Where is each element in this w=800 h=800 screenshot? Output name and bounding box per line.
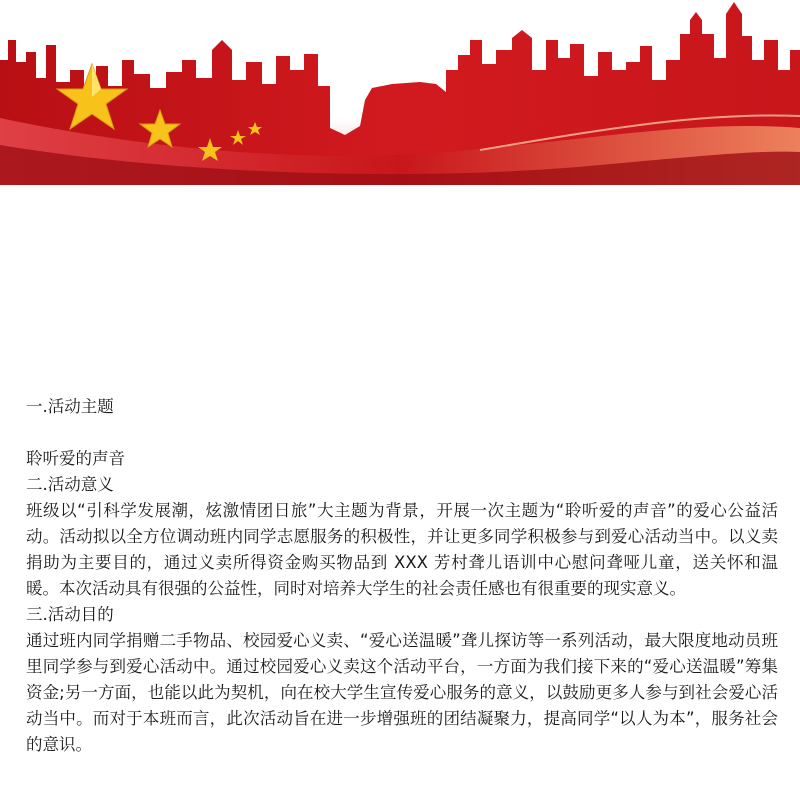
section-heading: 三.活动目的 — [26, 605, 114, 624]
paragraph: 通过班内同学捐赠二手物品、校园爱心义卖、“爱心送温暖”聋儿探访等一系列活动，最大限度地动员班里同学参与到爱心活动中。通过校园爱心义卖这个活动平台，一方面为我们接下来的“爱心送温暖”筹集资金;另一方面，也能以此为契机，向在校大学生宣传爱心服务的意义，以鼓励更多人参与到社会爱心活动当中。而对于本班而言，此次活动旨在进一步增强班的团结凝聚力，提高同学“以人为本”，服务社会的意识。 — [26, 631, 778, 754]
city-skyline — [0, 0, 800, 185]
theme-text: 聆听爱的声音 — [26, 449, 125, 468]
section-heading: 二.活动意义 — [26, 475, 114, 494]
paragraph: 班级以“引科学发展潮，炫激情团日旅”大主题为背景，开展一次主题为“聆听爱的声音”的爱心公益活动。活动拟以全方位调动班内同学志愿服务的积极性，并让更多同学积极参与到爱心活动当中。以义卖捐助为主要目的，通过义卖所得资金购买物品到 XXX 芳村聋儿语训中心慰问聋哑儿童，送关怀和温暖。本次活动具有很强的公益性，同时对培养大学生的社会责任感也有很重要的现实意义。 — [26, 501, 778, 598]
header-banner — [0, 0, 800, 185]
document-body — [26, 394, 778, 758]
section-heading: 一.活动主题 — [26, 397, 114, 416]
